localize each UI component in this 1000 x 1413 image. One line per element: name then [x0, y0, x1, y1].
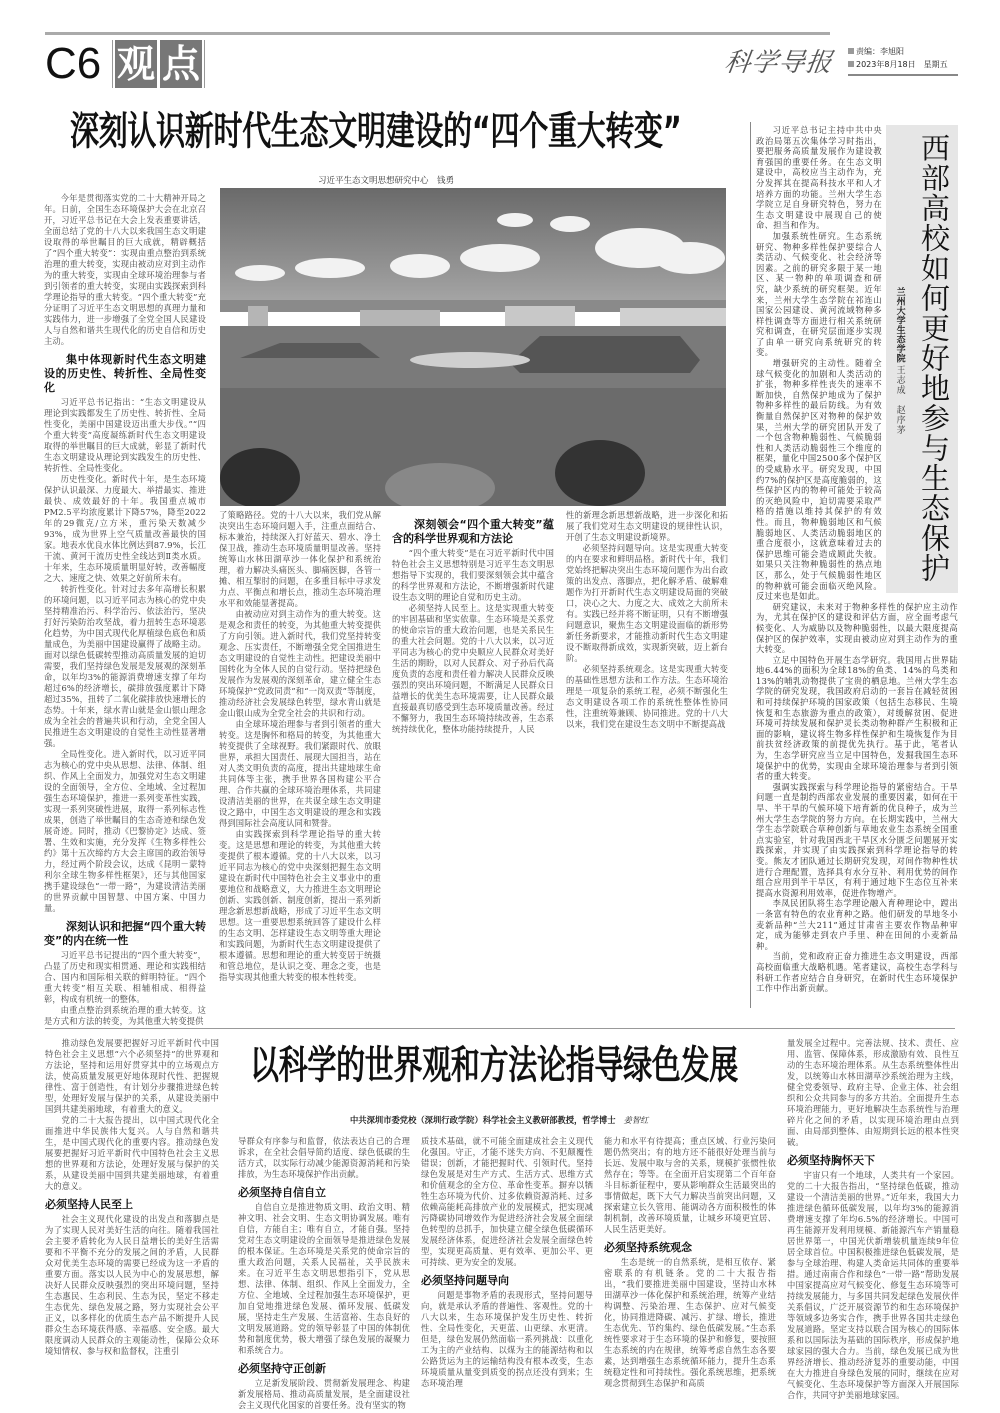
pavilion-roof [510, 336, 700, 373]
paragraph: 质技术基础，就不可能全面建成社会主义现代化强国。守正，才能不迷失方向、不犯颠覆性错误；创新，才能把握时代、引领时代。坚持绿色发展是对生产方式、生活方式、思维方式和价值观念的全方位、革命性变革。摒弃以牺牲生态环境为代价、过多依赖资源消耗、过多依赖高能耗高排放产业的发展模式，把实现减污降碳协同增效作为促进经济社会发展全面绿色转型的总抓手，加快建立健全绿色低碳循环发展经济体系，促进经济社会发展全面绿色转型，实现更高质量、更有效率、更加公平、更可持续、更为安全的发展。 [421, 1136, 593, 1267]
article-title: 深刻认识新时代生态文明建设的“四个重大转变” [70, 107, 682, 154]
paragraph: 社会主义现代化建设的出发点和落脚点是为了实现人民对美好生活的向往。随着我国社会主要矛盾转化为人民日益增长的美好生活需要和不平衡不充分的发展之间的矛盾，人民群众对优美生态环境的需要已经成为这一矛盾的重要方面。落实以人民为中心的发展思想，解决好人民群众反映强烈的突出环境问题，坚持生态惠民、生态利民、生态为民，坚定不移走生态优先、绿色发展之路，努力实现社会公平正义，以多样化的优质生态产品不断提升人民群众生态环境获得感、幸福感、安全感。最大限度调动人民群众的主观能动性，保障公众环境知情权、参与权和监督权，注重引 [45, 1214, 219, 1356]
article-byline: 习近平生态文明思想研究中心 钱勇 [318, 176, 455, 186]
subheading: 必须坚持问题导向 [421, 1274, 509, 1287]
byline-affiliation: 中共深圳市委党校（深圳行政学院）科学社会主义教研部教授，哲学博士 [350, 1115, 616, 1125]
subheading: 必须坚持守正创新 [238, 1362, 326, 1375]
paragraph: 能力和水平有待提高；重点区域、行业污染问题仍然突出；有的地方还不能很好处理当前与长远、发展中取与舍的关系，规模扩张惯性依然存在；等等。在全面开启实现第二个百年奋斗目标新征程中，要从影响群众生活最突出的事情做起，既下大气力解决当前突出问题，又探索建立长久管用、能调动各方面积极性的体制机制，改善环境质量，让城乡环境更宜居、人民生活更美好。 [604, 1136, 776, 1234]
article-byline [350, 1114, 648, 1126]
sidebar-authors: 王志成 赵序茅 [894, 365, 905, 435]
page-number: C6 [45, 39, 102, 88]
paragraph: 生态是统一的自然系统，是相互依存、紧密联系的有机链条。党的二十大报告指出，“我们要推进美丽中国建设，坚持山水林田湖草沙一体化保护和系统治理，统筹产业结构调整、污染治理、生态保护、应对气候变化，协同推进降碳、减污、扩绿、增长，推进生态优先、节约集约、绿色低碳发展。”生态系统性要求对于生态环境的保护和修复，要按照生态系统的内在规律，统筹考虑自然生态各要素，达到增强生态系统循环能力，提升生态系统稳定性和可持续性。强化系统思维，把系统观念贯彻到生态保护和高质 [604, 1257, 776, 1388]
paragraph: 量发展全过程中。完善法规、技术、责任、应用、监管、保障体系，形成激励有效、良性互动的生态环境治理体系。从生态系统整体性出发，以统筹山水林田湖草沙系统治理为主线，健全党委领导、政府主导、企业主体、社会组织和公众共同参与的多方共治。全面提升生态环境治理能力，更好地解决生态系统性与治理碎片化之间的矛盾，以实现环境治理由点到面、由局部到整体、由短期到长远的根本性突破。 [787, 1038, 959, 1147]
article-column [238, 1136, 410, 1411]
paragraph: 由重点整治到系统治理的重大转变。这是方式和方法的转变，为其他重大转变提供 [44, 1005, 206, 1026]
paragraph: 自信自立是推进物质文明、政治文明、精神文明、社会文明、生态文明协调发展。唯有自信，方能自主；唯有自立，才能自强。坚持党对生态文明建设的全面领导是推进绿色发展的根本保证。生态环境是关系党的使命宗旨的重大政治问题，关系人民福祉，关乎民族未来。在习近平生态文明思想指引下，党从思想、法律、体制、组织、作风上全面发力，全方位、全地域、全过程加强生态环境保护，更加自觉地推进绿色发展、循环发展、低碳发展，坚持走生产发展、生活富裕、生态良好的文明发展道路。党的领导彰显了中国的体制优势和制度优势，极大增强了绿色发展的凝聚力和系统合力。 [238, 1202, 410, 1355]
paragraph: 历史性变化。新时代十年，是生态环境保护认识最深、力度最大、举措最实、推进最快、成效最好的十年。我国重点城市PM2.5平均浓度累计下降57%，降至2022年的29微克/立方米，重污染天数减少93%，成为世界上空气质量改善最快的国家。地表水优良水体比例达到87.9%，长江干流、黄河干流历史性全线达到Ⅱ类水质。十年来，生态环境质量明显好转，改善幅度之大、速度之快、效果之好前所未有。 [44, 474, 206, 583]
top-rule [45, 32, 830, 35]
paragraph: 推动绿色发展要把握好习近平新时代中国特色社会主义思想“六个必须坚持”的世界观和方法论，坚持和运用好贯穿其中的立场观点方法，使高质量发展更好地体现时代性、把握规律性、富于创造性，有计划分步骤推进绿色转型，处理好发展与保护的关系，从建设美丽中国到共建美丽地球，有着重大的意义。 [45, 1038, 219, 1114]
paragraph: 全局性变化。进入新时代，以习近平同志为核心的党中央从思想、法律、体制、组织、作风上全面发力，加强党对生态文明建设的全面领导，全方位、全地域、全过程加强生态环境保护，推进一系列变革性实践，实现一系列突破性进展，取得一系列标志性成果，创造了举世瞩目的生态奇迹和绿色发展奇迹。同时，推动《巴黎协定》达成、签署、生效和实施，充分发挥《生物多样性公约》第十五次缔约方大会主席国的政治领导力，经过两个阶段会议，达成《昆明－蒙特利尔全球生物多样性框架》，还与其他国家携手建设绿色“一带一路”，为建设清洁美丽的世界贡献中国智慧、中国方案、中国力量。 [44, 749, 206, 913]
masthead-meta [848, 45, 958, 76]
paragraph: 问题是事物矛盾的表现形式，坚持问题导向，就是承认矛盾的普遍性、客观性。党的十八大以来，生态环境保护发生历史性、转折性、全局性变化，天更蓝、山更绿、水更清。但是，绿色发展仍然面临一系列挑战：以重化工为主的产业结构、以煤为主的能源结构和以公路货运为主的运输结构没有根本改变，生态环境质量从量变到质变的拐点还没有到来；生态环境治理 [421, 1290, 593, 1388]
paragraph: 习近平总书记主持中共中央政治局第五次集体学习时指出，要把服务高质量发展作为建设教育强国的重要任务。在生态文明建设中，高校应当主动作为，充分发挥其在提高科技水平和人才培养方面的功能。兰州大学生态学院立足自身研究特色，努力在生态文明建设中展现自己的使命、担当和作为。 [756, 125, 882, 231]
paragraph: 由全球环境治理参与者到引领者的重大转变。这是胸怀和格局的转变，为其他重大转变提供了全球视野。我们紧跟时代、放眼世界，承担大国责任、展现大国担当，站在对人类文明负责的高度，提出共建地球生命共同体等主张，携手世界各国构建公平合理、合作共赢的全球环境治理体系，共同建设清洁美丽的世界，在共谋全球生态文明建设之路中，中国生态文明建设的理念和实践得到国际社会高度认同和赞誉。 [219, 719, 381, 828]
subheading: 深刻领会“四个重大转变”蕴含的科学世界观和方法论 [392, 518, 554, 545]
tree [220, 448, 300, 506]
column-divider [750, 122, 751, 1008]
paragraph: 立足中国特色开展生态学研究。我国用占世界陆地6.44%的面积为全球18%的鱼类、14%的鸟类和13%的哺乳动物提供了宝贵的栖息地。兰州大学生态学院的研究发现，我国政府启动的一套旨在减轻贫困和可持续保护环境的国家政策（包括生态移民、生境恢复和生态旅游为重点的政策），对缓解贫困、促进环境可持续发展和保护灵长类动物种群产生积极和正面的影响，建议将生物多样性保护和生境恢复作为目前扶贫经济政策的前提优先执行。基于此，笔者认为，生态学研究应当立足中国特色，发掘我国生态环境保护中的优势，实现由全球环境治理参与者到引领者的重大转变。 [756, 654, 958, 782]
paragraph: 习近平总书记提出的“四个重大转变”，凸显了历史和现实相贯通、理论和实践相结合、国内和国际相关联的鲜明特征。“四个重大转变”相互关联、相辅相成、相得益彰，构成有机统一的整体。 [44, 950, 206, 1004]
section-char: 点 [161, 42, 200, 86]
subheading: 集中体现新时代生态文明建设的历史性、转折性、全局性变化 [44, 353, 206, 394]
paragraph: 宇宙只有一个地球，人类共有一个家园。党的二十大报告指出，“坚持绿色低碳，推动建设一个清洁美丽的世界。”近年来，我国大力推进绿色循环低碳发展，以年均3%的能源消费增速支撑了年均6.5%的经济增长。中国可再生能源开发利用规模、新能源汽车产销量稳居世界第一，中国光伏新增装机量连续9年位居全球首位。中国积极推进绿色低碳发展，是参与全球治理、构建人类命运共同体的重要举措。通过南南合作和绿色“一带一路”帮助发展中国家提高应对气候变化、修复生态环境等可持续发展能力，与多国共同发起绿色发展伙伴关系倡议，广泛开展资源节约和生态环境保护等领域多边务实合作，携手世界各国共走绿色发展道路。坚定支持以联合国为核心的国际体系和以国际法为基础的国际秩序，形成保护地球家园的强大合力。当前，绿色发展已成为世界经济增长、推动经济复苏的重要动能，中国在大力推进自身绿色发展的同时，继续在应对气候变化、生态环境保护等方面深入开展国际合作，共同守护美丽地球家园。 [787, 1170, 959, 1400]
sidebar-title: 西部高校如何更好地参与生态保护 [917, 133, 951, 583]
section-divider [45, 1028, 955, 1029]
paragraph: 了策略路径。党的十八大以来，我们党从解决突出生态环境问题入手，注重点面结合、标本兼治，持续深入打好蓝天、碧水、净土保卫战，推动生态环境质量明显改善。坚持统筹山水林田湖草沙一体化保护和系统治理，着力解决头痛医头、脚痛医脚，各管一摊、相互掣肘的问题，在多重目标中寻求发力点、平衡点和增长点，推动生态环境治理水平和效能显著提高。 [219, 510, 381, 608]
tree [555, 440, 645, 506]
article-column [392, 512, 554, 735]
paragraph: 立足新发展阶段、贯彻新发展理念、构建新发展格局、推动高质量发展，是全面建设社会主义现代化国家的首要任务。没有坚实的物 [238, 1378, 410, 1410]
subheading: 必须坚持自信自立 [238, 1186, 326, 1199]
paragraph: 当前，党和政府正奋力推进生态文明建设，西部高校面临重大战略机遇。笔者建议，高校生态学科与科研工作者应结合自身研究，在新时代生态环境保护工作中作出新贡献。 [756, 951, 958, 994]
newspaper-logo: 科学导报 [722, 48, 835, 78]
sidebar-article [756, 125, 958, 994]
paragraph: “四个重大转变”是在习近平新时代中国特色社会主义思想特别是习近平生态文明思想指导下实现的，我们要深刻领会其中蕴含的科学世界观和方法论，不断增强新时代建设生态文明的理论自觉和历史主动。 [392, 548, 554, 602]
subheading: 必须坚持系统观念 [604, 1241, 692, 1254]
paragraph: 必须坚持系统观念。这是实现重大转变的基础性思想方法和工作方法。生态环境治理是一项复杂的系统工程，必须不断强化生态文明建设各项工作的系统性整体性协同性，注重统筹兼顾、协同推进。党的十八大以来，我们党在建设生态文明中不断提高战 [566, 664, 728, 729]
paragraph: 由实践探索到科学理论指导的重大转变。这是思想和理论的转变，为其他重大转变提供了根本遵循。党的十八大以来，以习近平同志为核心的党中央深刻把握生态文明建设在新时代中国特色社会主义事业中的重要地位和战略意义，大力推进生态文明理论创新、实践创新、制度创新，提出一系列新理念新思想新战略，形成了习近平生态文明思想。这一重要思想系统回答了建设什么样的生态文明、怎样建设生态文明等重大理论和实践问题，为新时代生态文明建设提供了根本遵循。思想和理论的重大转变居于统摄和管总地位，是认识之变、理念之变，也是指导实现其他重大转变的根本性转变。 [219, 829, 381, 982]
issue-date: 2023年8月18日 星期五 [848, 58, 958, 71]
article-column [604, 1136, 776, 1389]
subheading: 深刻认识和把握“四个重大转变”的内在统一性 [44, 920, 206, 947]
paragraph: 今年是贯彻落实党的二十大精神开局之年。日前，全国生态环境保护大会在北京召开，习近平总书记在大会上发表重要讲话，全面总结了党的十八大以来我国生态文明建设取得的举世瞩目的巨大成就，精辟概括了“四个重大转变”：实现由重点整治到系统治理的重大转变，实现由被动应对到主动作为的重大转变，实现由全球环境治理参与者到引领者的重大转变，实现由实践探索到科学理论指导的重大转变。“四个重大转变”充分证明了习近平生态文明思想的真理力量和实践伟力，进一步增强了全党全国人民建设人与自然和谐共生现代化的历史自信和历史主动。 [44, 193, 206, 346]
paragraph: 研究建议，未来对于物种多样性的保护应主动作为，尤其在保护区的建设和评估方面，应全面考虑气候变化、人为威胁以及物种脆弱性，以最大限度提高保护区的保护效率，实现由被动应对到主动作为的重大转变。 [756, 601, 958, 655]
article-photo [220, 188, 726, 506]
paragraph: 李凤民团队将生态学理论融入育种理论中，蹚出一条富有特色的农业育种之路。他们研发的旱地冬小麦新品种“兰大211”通过甘肃省主要农作物品种审定，成为能够走到农户手里、种在田间的小麦新品种。 [756, 898, 958, 951]
article-title: 以科学的世界观和方法论指导绿色发展 [250, 1041, 738, 1088]
article-column [566, 510, 728, 730]
article-column [219, 510, 381, 983]
paragraph: 增强研究的主动性。随着全球气候变化的加剧和人类活动的扩张，物种多样性丧失的速率不断加快，自然保护地成为了保护物种多样性的最后防线。为有效衡量自然保护区对物种的保护效果，兰州大学的研究团队开发了一个包含物种脆弱性、气候脆弱性和人类活动脆弱性三个维度的框架，量化中国2500多个保护区的受威胁水平。研究发现，中国约7%的保护区是高度脆弱的，这些保护区内的物种可能处于较高的灭绝风险中，迫切需要采取严格的措施以维持其保护的有效性。而且，物种脆弱地区和气候脆弱地区、人类活动脆弱地区的重合度很小，这就意味着过去的保护思维可能会造成顾此失彼。如果只关注物种脆弱性的热点地区，那么，处于气候脆弱性地区的物种就可能会面临灭绝风险。反过来也是如此。 [756, 358, 882, 602]
paragraph: 加强系统性研究。生态系统研究、物种多样性保护要综合人类活动、气候变化、社会经济等因素。之前的研究多限于某一地区、某一物种的单项调查和研究，缺少系统的研究框架。近年来，兰州大学生态学院在祁连山国家公园建设、黄河流域物种多样性调查等方面进行相关系统研究和调查，在研究层面逐步实现了由单一研究向系统研究的转变。 [756, 230, 882, 358]
article-column [45, 1038, 219, 1357]
paragraph: 习近平总书记指出：“生态文明建设从理论到实践都发生了历史性、转折性、全局性变化，美丽中国建设迈出重大步伐。”“四个重大转变”高度凝练新时代生态文明建设取得的举世瞩目的巨大成就，彰显了新时代生态文明建设从理论到实践发生的历史性、转折性、全局性变化。 [44, 397, 206, 473]
section-char: 观 [116, 42, 155, 86]
paragraph: 导群众有序参与和监督，依法表达自己的合理诉求，在全社会倡导简约适度、绿色低碳的生活方式，以实际行动减少能源资源消耗和污染排放，为生态环境保护作出贡献。 [238, 1136, 410, 1179]
paragraph: 转折性变化。针对过去多年高增长积累的环境问题，以习近平同志为核心的党中央坚持精准治污、科学治污、依法治污，坚决打好污染防治攻坚战，着力扭转生态环境恶化趋势，为中国式现代化厚植绿色底色和质量成色，为美丽中国建设赢得了战略主动。面对以绿色低碳转型推动高质量发展的迫切需要，我们坚持绿色发展是发展观的深刻革命，以年均3%的能源消费增速支撑了年均超过6%的经济增长，碳排放强度累计下降超过35%，扭转了二氧化碳排放快速增长的态势。十年来，绿水青山就是金山银山理念成为全社会的普遍共识和行动，全党全国人民推进生态文明建设的自觉性主动性显著增强。 [44, 584, 206, 748]
paragraph: 必须坚持人民至上。这是实现重大转变的牢固基础和坚实依靠。生态环境是关系党的使命宗旨的重大政治问题，也是关系民生的重大社会问题。党的十八大以来，以习近平同志为核心的党中央顺应人民群众对美好生活的期盼，以对人民群众、对子孙后代高度负责的态度和责任着力解决人民群众反映强烈的突出环境问题，不断满足人民群众日益增长的优美生态环境需要，让人民群众最直接最真切感受到生态环境质量改善。经过不懈努力，我国生态环境持续改善，生态系统持续优化，整体功能持续提升，人民 [392, 603, 554, 734]
article-column [787, 1038, 959, 1401]
sidebar-title-box [886, 125, 958, 593]
article-column [44, 193, 206, 1027]
article-column [421, 1136, 593, 1389]
section-label [112, 40, 205, 88]
paragraph: 性的新理念新思想新战略，进一步深化和拓展了我们党对生态文明建设的规律性认识，开创了生态文明建设新境界。 [566, 510, 728, 542]
paragraph: 由被动应对到主动作为的重大转变。这是观念和责任的转变，为其他重大转变提供了方向引领。进入新时代，我们党坚持转变观念、压实责任，不断增强全党全国推进生态文明建设的自觉性主动性。把建设美丽中国转化为全体人民的自觉行动。坚持把绿色发展作为发展观的深刻革命，建立健全生态环境保护“党政同责”和“一岗双责”等制度，推动经济社会发展绿色转型，绿水青山就是金山银山成为全党全社会的共识和行动。 [219, 609, 381, 718]
sidebar-organization: 兰州大学生态学院 [894, 287, 905, 363]
paragraph: 必须坚持问题导向。这是实现重大转变的内在要求和鲜明品格。新时代十年，我们党始终把解决突出生态环境问题作为出台政策的出发点、落脚点，把化解矛盾、破解难题作为打开新时代生态文明建设局面的突破口，决心之大、力度之大、成效之大前所未有。实践已经并将不断证明，只有不断增强问题意识，聚焦生态文明建设面临的新形势新任务新要求，才能推动新时代生态文明建设不断取得新成效，实现新突破，迈上新台阶。 [566, 543, 728, 663]
paragraph: 党的二十大报告提出，以中国式现代化全面推进中华民族伟大复兴。人与自然和谐共生，是中国式现代化的重要内容。推动绿色发展要把握好习近平新时代中国特色社会主义思想的世界观和方法论，处理好发展与保护的关系，从建设美丽中国到共建美丽地球，有着重大的意义。 [45, 1115, 219, 1191]
paragraph: 强调实践探索与科学理论指导的紧密结合。干旱问题一直是制约西部农业发展的重要因素，如何在干旱、半干旱的气候环境下培育新的优良种子，成为兰州大学生态学院的努力方向。在长期实践中，兰州大学生态学院联合草种创新与草地农业生态系统全国重点实验室，针对我国西北干旱区水分匮乏问题展开实践探索，并实现了由实践探索到科学理论指导的转变。熊友才团队通过长期研究发现，对间作物种性状进行合理配置，选择具有水分互补、利用优势的间作组合应用到半干旱区，有利于通过地下生态位互补来提高水资源利用效率，促进作物增产。 [756, 781, 958, 898]
byline-author: 姜智红 [623, 1115, 649, 1125]
lake [410, 352, 530, 368]
editor: 责编：李旭阳 [848, 45, 958, 58]
subheading: 必须坚持人民至上 [45, 1198, 133, 1211]
subheading: 必须坚持胸怀天下 [787, 1154, 875, 1167]
